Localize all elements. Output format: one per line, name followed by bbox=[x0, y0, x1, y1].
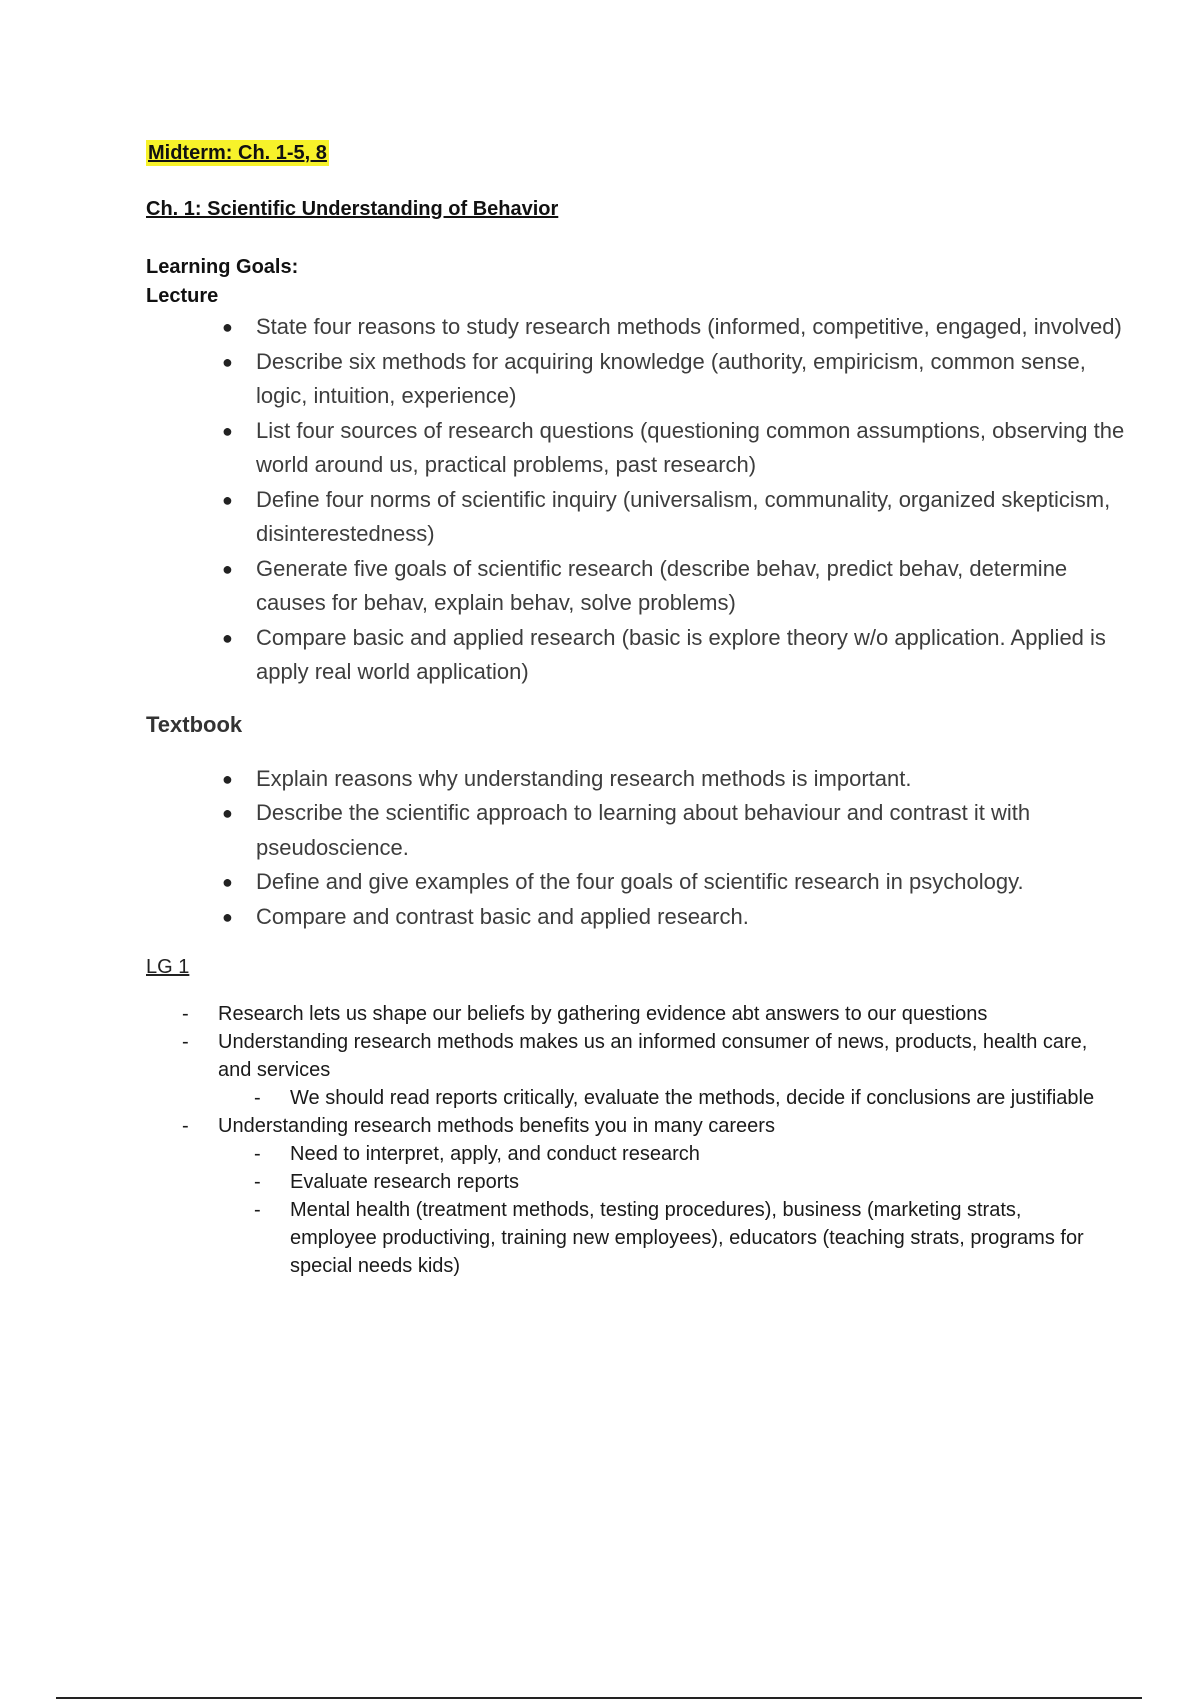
dash-marker: - bbox=[254, 1143, 261, 1165]
bullet-icon: ● bbox=[222, 906, 233, 927]
list-item bbox=[146, 762, 1136, 797]
bullet-icon: ● bbox=[222, 872, 233, 892]
dash-marker: - bbox=[182, 1003, 189, 1025]
lecture-heading: Lecture bbox=[146, 285, 219, 307]
sub-list-item-text: We should read reports critically, evaluate the methods, decide if conclusions are justifiable bbox=[290, 1087, 1095, 1109]
list-item bbox=[146, 552, 1136, 621]
list-item bbox=[146, 414, 1136, 483]
sub-list-item-text: Need to interpret, apply, and conduct research bbox=[290, 1143, 700, 1165]
list-item-text: Define and give examples of the four goals of scientific research in psychology. bbox=[256, 869, 1024, 894]
sub-list-item bbox=[218, 1084, 1106, 1112]
list-item-text: Understanding research methods makes us an informed consumer of news, products, health care, and services bbox=[218, 1031, 1088, 1081]
dash-marker: - bbox=[254, 1199, 261, 1221]
sub-list-item-text: Mental health (treatment methods, testing procedures), business (marketing strats, employee productiving, training new employees), educators (teaching strats, programs for special needs kids) bbox=[290, 1199, 1084, 1277]
bullet-icon: ● bbox=[222, 558, 233, 579]
list-item-text: Research lets us shape our beliefs by gathering evidence abt answers to our questions bbox=[218, 1003, 988, 1025]
list-item bbox=[146, 1028, 1106, 1112]
list-item bbox=[146, 483, 1136, 552]
list-item bbox=[146, 345, 1136, 414]
chapter-title: Ch. 1: Scientific Understanding of Behavior bbox=[146, 198, 559, 220]
bullet-icon: ● bbox=[222, 768, 233, 789]
sub-list-item bbox=[218, 1140, 1106, 1168]
list-item-text: List four sources of research questions (questioning common assumptions, observing the world around us, practical problems, past research) bbox=[256, 417, 1125, 477]
bullet-icon: ● bbox=[222, 489, 233, 510]
notes-page bbox=[146, 140, 1125, 1280]
list-item-text: Explain reasons why understanding research methods is important. bbox=[256, 765, 912, 791]
midterm-title: Midterm: Ch. 1-5, 8 bbox=[148, 142, 327, 164]
list-item-text: Describe six methods for acquiring knowledge (authority, empiricism, common sense, logic, intuition, experience) bbox=[256, 348, 1086, 408]
bullet-icon: ● bbox=[222, 627, 233, 648]
textbook-heading: Textbook bbox=[146, 711, 243, 737]
midterm-title-line bbox=[146, 140, 1106, 166]
lg1-heading: LG 1 bbox=[146, 956, 190, 978]
lecture-goals-list bbox=[146, 310, 1125, 690]
list-item bbox=[146, 1112, 1106, 1280]
learning-goals-heading: Learning Goals: bbox=[146, 256, 299, 278]
list-item-text: Describe the scientific approach to learning about behaviour and contrast it with pseudoscience. bbox=[256, 800, 1031, 860]
sub-list-item-text: Evaluate research reports bbox=[290, 1171, 520, 1193]
bullet-icon: ● bbox=[222, 803, 233, 823]
bullet-icon: ● bbox=[222, 317, 233, 337]
bullet-icon: ● bbox=[222, 351, 233, 372]
list-item-text: Compare basic and applied research (basic is explore theory w/o application. Applied is apply real world application) bbox=[256, 624, 1106, 684]
list-item bbox=[146, 900, 1136, 935]
dash-marker: - bbox=[182, 1115, 189, 1137]
dash-marker: - bbox=[182, 1031, 189, 1053]
bottom-rule bbox=[56, 1697, 1142, 1699]
sub-list bbox=[218, 1140, 1106, 1280]
list-item bbox=[146, 1000, 1106, 1028]
list-item bbox=[146, 310, 1136, 345]
list-item-text: State four reasons to study research methods (informed, competitive, engaged, involved) bbox=[256, 314, 1122, 339]
dash-marker: - bbox=[254, 1087, 261, 1109]
lg1-notes-list bbox=[146, 1000, 1106, 1280]
list-item-text: Generate five goals of scientific research (describe behav, predict behav, determine causes for behav, explain behav, solve problems) bbox=[256, 555, 1068, 615]
sub-list-item bbox=[218, 1196, 1106, 1280]
list-item-text: Define four norms of scientific inquiry (universalism, communality, organized skepticism, disinterestedness) bbox=[256, 486, 1111, 546]
list-item-text: Understanding research methods benefits you in many careers bbox=[218, 1115, 775, 1137]
list-item bbox=[146, 796, 1136, 865]
list-item bbox=[146, 865, 1136, 900]
textbook-goals-list bbox=[146, 762, 1106, 935]
bullet-icon: ● bbox=[222, 420, 233, 441]
list-item-text: Compare and contrast basic and applied research. bbox=[256, 903, 749, 929]
list-item bbox=[146, 621, 1136, 690]
dash-marker: - bbox=[254, 1171, 261, 1193]
sub-list bbox=[218, 1084, 1106, 1112]
sub-list-item bbox=[218, 1168, 1106, 1196]
